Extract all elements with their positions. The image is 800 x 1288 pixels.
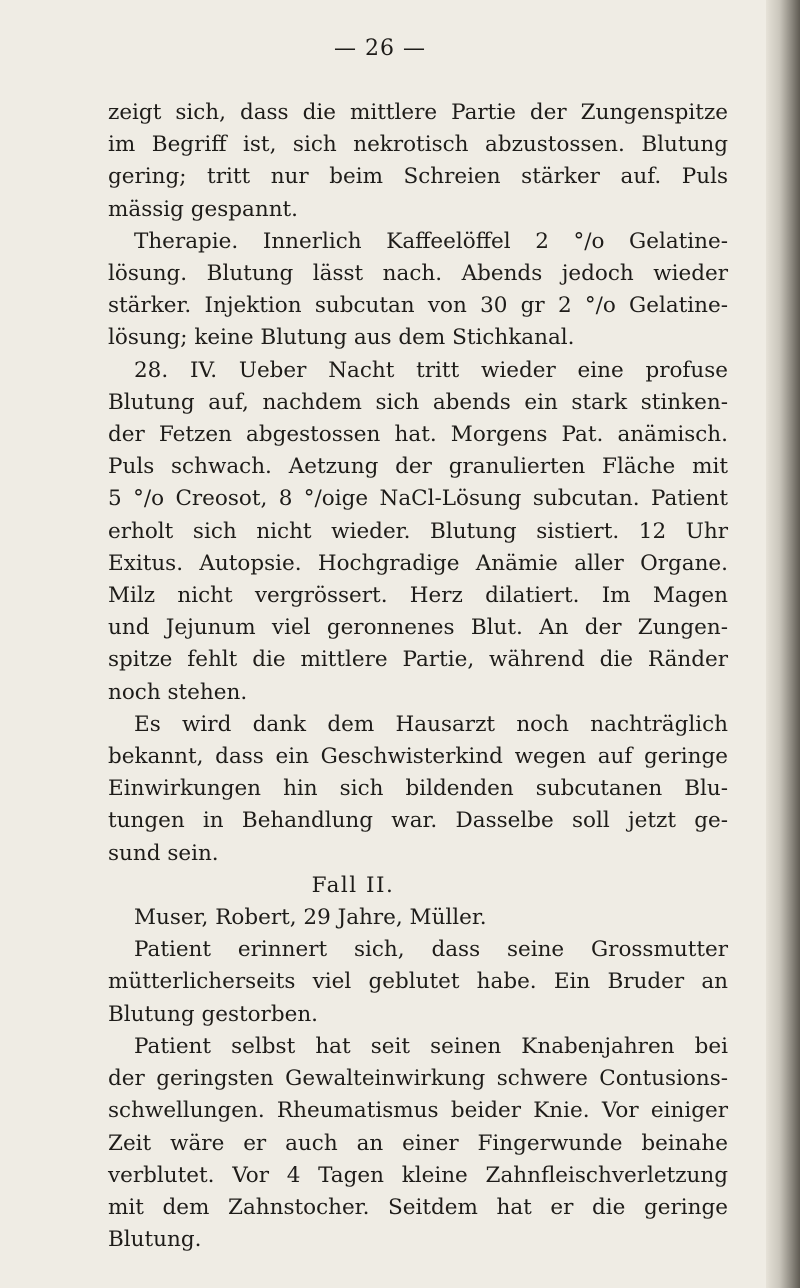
text-line: im Begriff ist, sich nekrotisch abzustossen. Blutung: [108, 132, 728, 158]
text-line: 5 °/o Creosot, 8 °/oige NaCl-Lösung subcutan. Patient: [108, 486, 728, 512]
text-line: Muser, Robert, 29 Jahre, Müller.: [134, 905, 487, 931]
text-line: 28. IV. Ueber Nacht tritt wieder eine profuse: [134, 357, 728, 383]
text-line: Blutung auf, nachdem sich abends ein stark stinken-: [108, 389, 728, 415]
text-line: erholt sich nicht wieder. Blutung sistiert. 12 Uhr: [108, 518, 728, 544]
text-line: der Fetzen abgestossen hat. Morgens Pat. anämisch.: [108, 422, 728, 448]
page-edge-shadow: [766, 0, 800, 1288]
text-line: Patient selbst hat seit seinen Knabenjahren bei: [134, 1033, 728, 1059]
text-line: sund sein.: [108, 840, 219, 866]
text-line: Patient erinnert sich, dass seine Grossmutter: [134, 937, 728, 963]
text-line: spitze fehlt die mittlere Partie, während die Ränder: [108, 647, 728, 673]
text-line: noch stehen.: [108, 679, 248, 705]
text-line: schwellungen. Rheumatismus beider Knie. Vor einiger: [108, 1098, 728, 1124]
text-line: der geringsten Gewalteinwirkung schwere Contusions-: [108, 1066, 728, 1092]
text-line: Einwirkungen hin sich bildenden subcutanen Blu-: [108, 776, 728, 802]
text-line: bekannt, dass ein Geschwisterkind wegen auf geringe: [108, 744, 728, 770]
text-line: lösung. Blutung lässt nach. Abends jedoch wieder: [108, 261, 728, 287]
text-line: und Jejunum viel geronnenes Blut. An der Zungen-: [108, 615, 728, 641]
body-text: [108, 97, 728, 1256]
text-line: Blutung gestorben.: [108, 1001, 319, 1027]
text-line: mit dem Zahnstocher. Seitdem hat er die geringe: [108, 1194, 728, 1220]
text-line: mütterlicherseits viel geblutet habe. Ein Bruder an: [108, 969, 728, 995]
text-line: Milz nicht vergrössert. Herz dilatiert. Im Magen: [108, 583, 728, 609]
text-line: lösung; keine Blutung aus dem Stichkanal.: [108, 325, 575, 351]
text-line: Zeit wäre er auch an einer Fingerwunde beinahe: [108, 1130, 728, 1156]
text-line: stärker. Injektion subcutan von 30 gr 2 °/o Gelatine-: [108, 293, 728, 319]
text-line: verblutet. Vor 4 Tagen kleine Zahnfleischverletzung: [108, 1162, 728, 1188]
text-line: Puls schwach. Aetzung der granulierten Fläche mit: [108, 454, 728, 480]
text-line: Exitus. Autopsie. Hochgradige Anämie aller Organe.: [108, 550, 728, 576]
section-heading: Fall II.: [311, 872, 395, 898]
text-line: gering; tritt nur beim Schreien stärker auf. Puls: [108, 164, 728, 190]
text-line: mässig gespannt.: [108, 196, 299, 222]
page-number: — 26 —: [334, 36, 426, 61]
text-line: Therapie. Innerlich Kaffeelöffel 2 °/o Gelatine-: [134, 228, 728, 254]
text-line: Blutung.: [108, 1227, 202, 1253]
text-line: tungen in Behandlung war. Dasselbe soll jetzt ge-: [108, 808, 728, 834]
text-line: zeigt sich, dass die mittlere Partie der Zungenspitze: [108, 100, 728, 125]
text-line: Es wird dank dem Hausarzt noch nachträglich: [134, 711, 728, 737]
